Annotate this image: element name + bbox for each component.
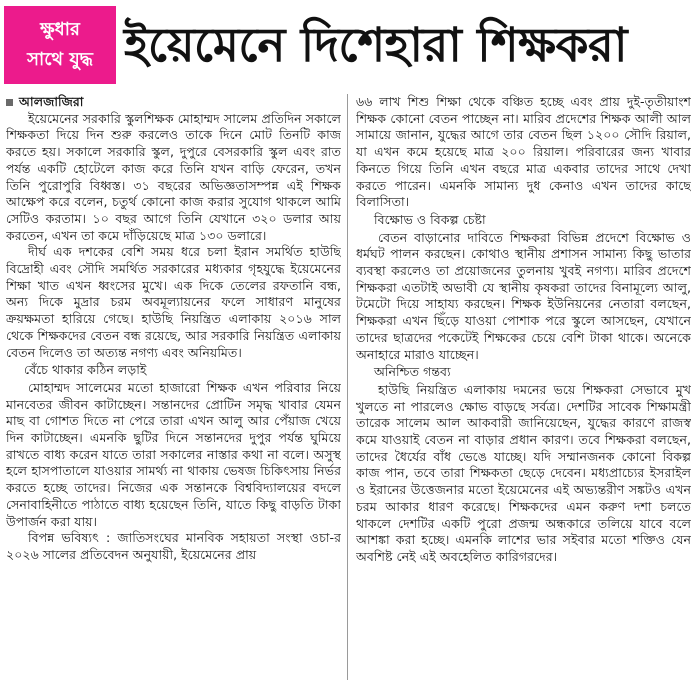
subheading: বেঁচে থাকার কঠিন লড়াই [24,362,147,378]
badge-line-1: ক্ষুধার [40,19,80,40]
subheading: অনিশ্চিত গন্তব্য [374,364,451,380]
paragraph: ৬৬ লাখ শিশু শিক্ষা থেকে বঞ্চিত হচ্ছে এবং প্রায় দুই-তৃতীয়াংশ শিক্ষক কোনো বেতন পাচ্ছেন না। মারিব প্রদেশের শিক্ষক আলী আল সামায়ে জানান, যুদ্ধের আগে তার বেতন ছিল ১২০০ সৌদি রিয়াল, যা এখন কমে হয়েছে মাত্র ২০০ রিয়াল। পরিবারের জন্য খাবার কিনতে গিয়ে তিনি এখন বছরে মাত্র একবার তাদের সাথে দেখা করতে পারেন। এমনকি সামান্য দুধ কেনাও এখন তাদের কাছে বিলাসিতা। [356,94,691,210]
byline [6,94,341,111]
article-column-right [356,94,691,680]
subheading: বিক্ষোভ ও বিকল্প চেষ্টা [374,211,486,227]
paragraph: মোহাম্মদ সালেমের মতো হাজারো শিক্ষক এখন পরিবার নিয়ে মানবেতর জীবন কাটাচ্ছেন। সন্তানদের প্রোটিন সমৃদ্ধ খাবার যেমন মাছ বা গোশত দিতে না পেরে তারা এখন আলু আর পেঁয়াজ খেয়ে দিন কাটাচ্ছেন। এমনকি ছুটির দিনে সন্তানদের দুপুর পর্যন্ত ঘুমিয়ে রাখতে বাধ্য করেন যাতে তারা সকালের নাস্তার কথা না বলে। অসুস্থ হলে হাসপাতালে যাওয়ার সামর্থ্য না থাকায় ভেষজ চিকিৎসায় নির্ভর করতে হচ্ছে তাদের। নিজের এক সন্তানকে বিশ্ববিদ্যালয়ের বদলে সেনাবাহিনীতে পাঠাতে বাধ্য হয়েছেন তিনি, যাতে কিছু বাড়তি টাকা উপার্জন করা যায়। [6,379,341,529]
series-badge [4,6,116,84]
byline-text: আলজাজিরা [19,94,84,109]
paragraph: বিপন্ন ভবিষ্যৎ : জাতিসংঘের মানবিক সহায়তা সংস্থা ওচা-র ২০২৬ সালের প্রতিবেদন অনুযায়ী, ইয়েমেনের প্রায় [6,530,341,562]
paragraph: দীর্ঘ এক দশকের বেশি সময় ধরে চলা ইরান সমর্থিত হাউছি বিদ্রোহী এবং সৌদি সমর্থিত সরকারের মধ্যকার গৃহযুদ্ধে ইয়েমেনের শিক্ষা খাত এখন ধ্বংসের মুখে। এক দিকে তেলের রফতানি বন্ধ, অন্য দিকে মুদ্রার চরম অবমূল্যায়নের ফলে সাধারণ মানুষের ক্রয়ক্ষমতা হারিয়ে গেছে। হাউছি নিয়ন্ত্রিত এলাকায় ২০১৬ সাল থেকে শিক্ষকদের বেতন বন্ধ রয়েছে, আর সরকারি নিয়ন্ত্রিত এলাকায় বেতন দিলেও তা অত্যন্ত নগণ্য এবং অনিয়মিত। [6,244,341,360]
article-column-left [6,94,341,680]
bullet-square-icon [6,99,13,106]
headline: ইয়েমেনে দিশেহারা শিক্ষকরা [124,18,627,73]
badge-line-2: সাথে যুদ্ধ [27,49,93,70]
column-divider [347,94,348,680]
paragraph: হাউছি নিয়ন্ত্রিত এলাকায় দমনের ভয়ে শিক্ষকরা সেভাবে মুখ খুলতে না পারলেও ক্ষোভ বাড়ছে সর্বত্র। দেশটির সাবেক শিক্ষামন্ত্রী তারেক সালেম আল আকবারী জানিয়েছেন, যুদ্ধের কারণে রাজস্ব কমে যাওয়াই বেতন না বাড়ার প্রধান কারণ। তবে শিক্ষকরা বলছেন, তাদের ধৈর্যের বাঁধ ভেঙে যাচ্ছে। যদি সম্মানজনক কোনো বিকল্প কাজ পান, তবে তারা শিক্ষকতা ছেড়ে দেবেন। মধ্যপ্রাচ্যের ইসরাইল ও ইরানের উত্তেজনার মতো ইয়েমেনের এই অভ্যন্তরীণ সঙ্কটও এখন চরম আকার ধারণ করেছে। শিক্ষকদের এমন করুণ দশা চলতে থাকলে দেশটির একটি পুরো প্রজন্ম অন্ধকারে তলিয়ে যাবে বলে আশঙ্কা করা হচ্ছে। এমনকি লাশের ভার সইবার মতো শক্তিও যেন অবশিষ্ট নেই এই অবহেলিত কারিগরদের। [356,381,691,564]
article-header [0,0,698,92]
paragraph: ইয়েমেনের সরকারি স্কুলশিক্ষক মোহাম্মদ সালেম প্রতিদিন সকালে শিক্ষকতা দিয়ে দিন শুরু করলেও তাকে দিনে মোট তিনটি কাজ করতে হয়। সকালে সরকারি স্কুল, দুপুরে বেসরকারি স্কুল এবং রাত পর্যন্ত একটি হোটেলে কাজ করে তিনি যখন বাড়ি ফেরেন, তখন তিনি পুরোপুরি বিধ্বস্ত। ৩১ বছরের অভিজ্ঞতাসম্পন্ন এই শিক্ষক আক্ষেপ করে বলেন, চতুর্থ কোনো কাজ করার সুযোগ থাকলে আমি সেটিও করতাম। ১০ বছর আগে তিনি যেখানে ৩২০ ডলার আয় করতেন, এখন তা কমে দাঁড়িয়েছে মাত্র ১৩০ ডলারে। [6,110,341,243]
paragraph: বেতন বাড়ানোর দাবিতে শিক্ষকরা বিভিন্ন প্রদেশে বিক্ষোভ ও ধর্মঘট পালন করছেন। কোথাও স্থানীয় প্রশাসন সামান্য কিছু ভাতার ব্যবস্থা করলেও তা প্রয়োজনের তুলনায় খুবই নগণ্য। মারিব প্রদেশে শিক্ষকরা এতটাই অভাবী যে স্থানীয় কৃষকরা তাদের বিনামূল্যে আলু, টমেটো দিয়ে সাহায্য করছেন। শিক্ষক ইউনিয়নের নেতারা বলছেন, শিক্ষকরা এখন ছিঁড়ে যাওয়া পোশাক পরে স্কুলে আসছেন, যেখানে তাদের ছাত্রদের পকেটেই শিক্ষকের চেয়ে বেশি টাকা থাকে। অনেকে অনাহারে মারাও যাচ্ছেন। [356,229,691,362]
